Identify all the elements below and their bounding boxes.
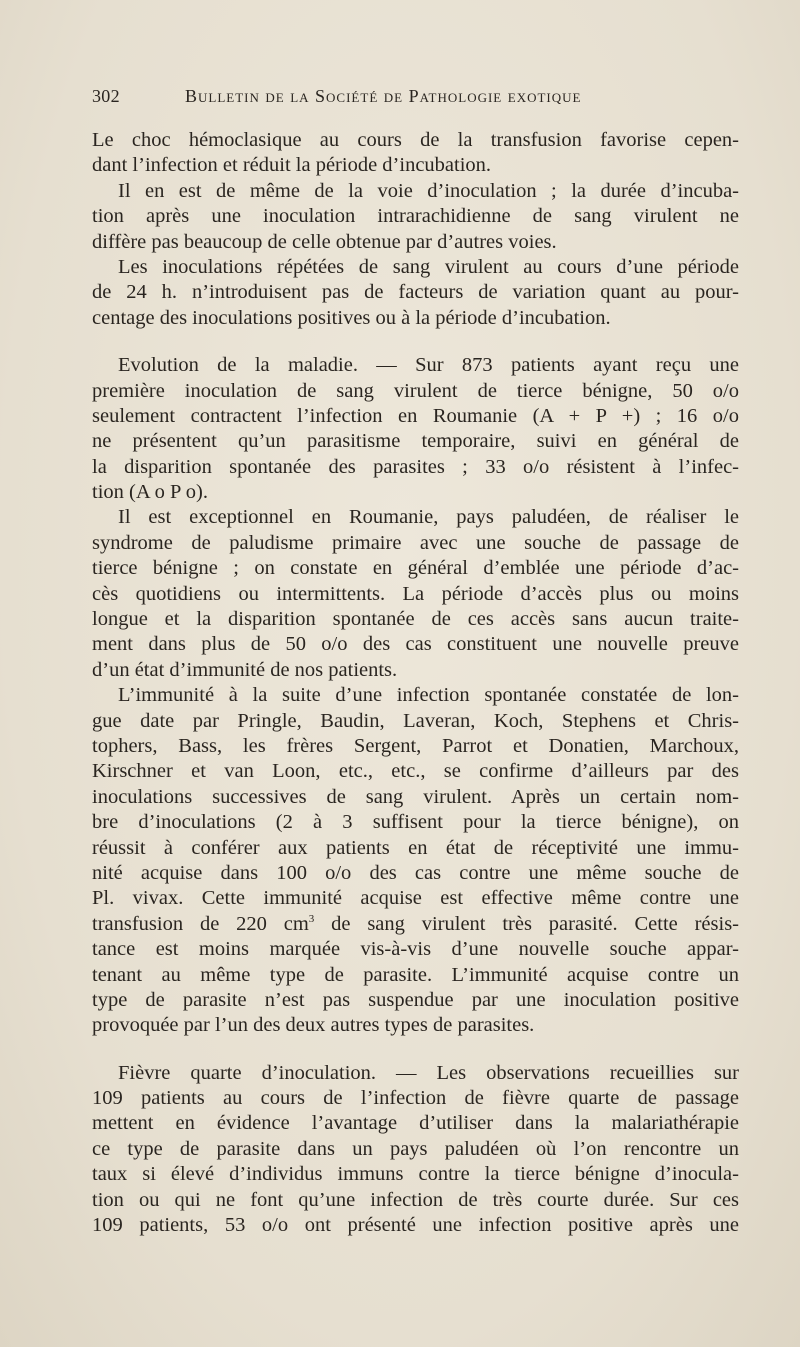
text-line: diffère pas beaucoup de celle obtenue par d’autres voies. [92, 230, 557, 253]
text-line: Il est exceptionnel en Roumanie, pays paludéen, de réaliser le [118, 506, 739, 529]
text-line: première inoculation de sang virulent de tierce bénigne, 50 o/o [92, 379, 739, 402]
text-line: tenant au même type de parasite. L’immunité acquise contre un [92, 963, 739, 986]
section-gap [92, 1039, 739, 1061]
text-line: Le choc hémoclasique au cours de la transfusion favorise cepen- [92, 129, 739, 151]
page-header [92, 86, 738, 110]
body-text [92, 128, 739, 1238]
text-line: taux si élevé d’individus immuns contre la tierce bénigne d’inocula- [92, 1163, 739, 1186]
text-line: Fièvre quarte d’inoculation. — Les observations recueillies sur [118, 1061, 739, 1084]
text-line: syndrome de paludisme primaire avec une souche de passage de [92, 531, 739, 554]
text-line: L’immunité à la suite d’une infection spontanée constatée de lon- [118, 684, 739, 707]
section-gap [92, 331, 739, 353]
text-line: dant l’infection et réduit la période d’incubation. [92, 154, 492, 177]
text-line: tierce bénigne ; on constate en général d’emblée une période d’ac- [92, 557, 739, 580]
text-line: 109 patients, 53 o/o ont présenté une infection positive après une [92, 1214, 739, 1237]
text-line: type de parasite n’est pas suspendue par une inoculation positive [92, 988, 739, 1011]
text-line: de 24 h. n’introduisent pas de facteurs de variation quant au pour- [92, 281, 739, 304]
text-line: Les inoculations répétées de sang virulent au cours d’une période [118, 255, 739, 278]
text-line: provoquée par l’un des deux autres types de parasites. [92, 1014, 535, 1037]
text-line: ce type de parasite dans un pays paludéen où l’on rencontre un [92, 1137, 739, 1160]
text-fragment: de sang virulent très parasité. Cette résis- [314, 912, 739, 935]
text-line: 109 patients au cours de l’infection de fièvre quarte de passage [92, 1087, 739, 1110]
text-line: Kirschner et van Loon, etc., etc., se confirme d’ailleurs par des [92, 760, 739, 783]
page-number: 302 [92, 86, 120, 106]
text-line: nité acquise dans 100 o/o des cas contre une même souche de [92, 861, 739, 884]
text-line: Evolution de la maladie. — Sur 873 patients ayant reçu une [118, 354, 739, 377]
text-line: mettent en évidence l’avantage d’utiliser dans la malariathérapie [92, 1112, 739, 1135]
text-line: d’un état d’immunité de nos patients. [92, 658, 398, 681]
text-line: ment dans plus de 50 o/o des cas constituent une nouvelle preuve [92, 633, 739, 656]
text-line: longue et la disparition spontanée de ces accès sans aucun traite- [92, 608, 739, 631]
text-line: la disparition spontanée des parasites ; 33 o/o résistent à l’infec- [92, 455, 739, 478]
text-line: Pl. vivax. Cette immunité acquise est effective même contre une [92, 887, 739, 910]
superscript: 3 [308, 912, 315, 925]
text-line: gue date par Pringle, Baudin, Laveran, Koch, Stephens et Chris- [92, 709, 739, 732]
text-line [92, 912, 739, 937]
text-line: tion (A o P o). [92, 481, 208, 504]
text-line: centage des inoculations positives ou à la période d’incubation. [92, 306, 611, 329]
text-line: ne présentent qu’un parasitisme temporaire, suivi en général de [92, 430, 739, 453]
text-line: tion ou qui ne font qu’une infection de très courte durée. Sur ces [92, 1188, 739, 1211]
text-line: inoculations successives de sang virulent. Après un certain nom- [92, 785, 739, 808]
text-line: cès quotidiens ou intermittents. La période d’accès plus ou moins [92, 582, 739, 605]
text-line: réussit à conférer aux patients en état de réceptivité une immu- [92, 836, 739, 859]
text-line: tophers, Bass, les frères Sergent, Parrot et Donatien, Marchoux, [92, 734, 739, 757]
running-head: Bulletin de la Société de Pathologie exotique [185, 86, 582, 106]
text-line: bre d’inoculations (2 à 3 suffisent pour la tierce bénigne), on [92, 811, 739, 834]
text-line: tion après une inoculation intrarachidienne de sang virulent ne [92, 205, 739, 228]
text-line: seulement contractent l’infection en Roumanie (A + P +) ; 16 o/o [92, 404, 739, 427]
text-line: Il en est de même de la voie d’inoculation ; la durée d’incuba- [118, 179, 739, 202]
text-fragment: transfusion de 220 cm [92, 912, 309, 935]
text-line: tance est moins marquée vis-à-vis d’une nouvelle souche appar- [92, 938, 739, 961]
